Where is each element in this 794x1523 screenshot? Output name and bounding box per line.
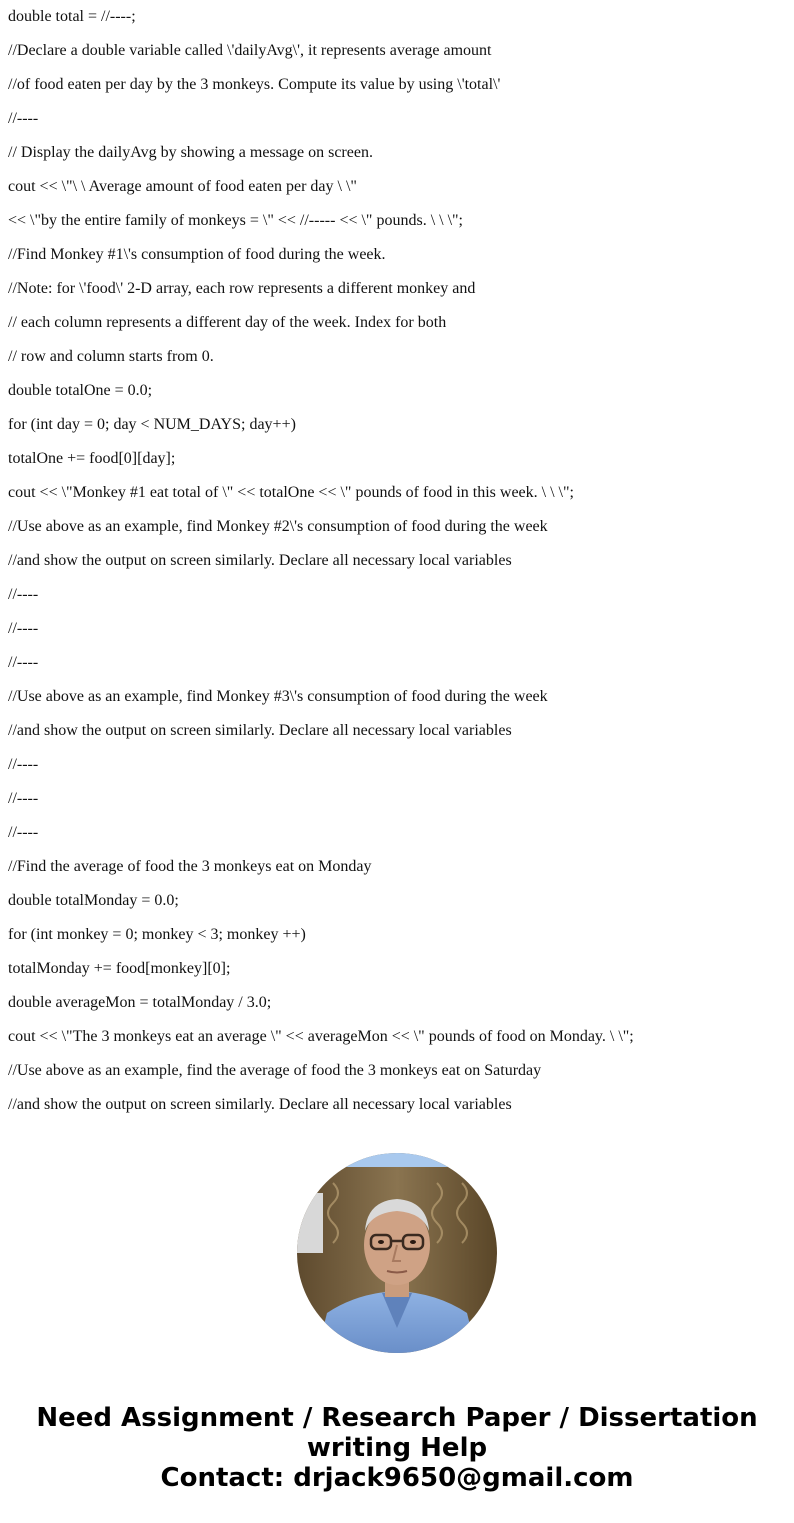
code-line: //---- (8, 790, 39, 807)
author-avatar (297, 1153, 497, 1353)
code-line: //Use above as an example, find Monkey #2\'s consumption of food during the week (8, 518, 548, 535)
code-line: // row and column starts from 0. (8, 348, 214, 365)
code-line: //Declare a double variable called \'dailyAvg\', it represents average amount (8, 42, 492, 59)
code-line: //---- (8, 654, 39, 671)
code-line: //of food eaten per day by the 3 monkeys. Compute its value by using \'total\' (8, 76, 501, 93)
code-line: double averageMon = totalMonday / 3.0; (8, 994, 272, 1011)
code-line: //and show the output on screen similarly. Declare all necessary local variables (8, 1096, 512, 1113)
code-line: totalMonday += food[monkey][0]; (8, 960, 231, 977)
code-line: // Display the dailyAvg by showing a message on screen. (8, 144, 373, 161)
code-line: // each column represents a different day of the week. Index for both (8, 314, 447, 331)
code-line: //---- (8, 620, 39, 637)
code-line: //---- (8, 586, 39, 603)
author-portrait-image (297, 1153, 497, 1353)
code-line: //---- (8, 824, 39, 841)
code-line: //Use above as an example, find the average of food the 3 monkeys eat on Saturday (8, 1062, 542, 1079)
code-line: //---- (8, 756, 39, 773)
promo-contact: Contact: drjack9650@gmail.com (160, 1463, 634, 1493)
code-listing (8, 0, 788, 1122)
code-line: double totalMonday = 0.0; (8, 892, 179, 909)
code-line: //and show the output on screen similarly. Declare all necessary local variables (8, 722, 512, 739)
promo-line-2: writing Help (306, 1433, 488, 1463)
code-line: //---- (8, 110, 39, 127)
code-line: //and show the output on screen similarly. Declare all necessary local variables (8, 552, 512, 569)
promo-line-1: Need Assignment / Research Paper / Dissertation (36, 1403, 758, 1433)
promo-banner (0, 1403, 794, 1493)
code-line: << \"by the entire family of monkeys = \" << //----- << \" pounds. \ \ \"; (8, 212, 463, 229)
code-line: cout << \"Monkey #1 eat total of \" << totalOne << \" pounds of food in this week. \ \ \"; (8, 484, 574, 501)
code-line: cout << \"The 3 monkeys eat an average \" << averageMon << \" pounds of food on Monday. \ \"; (8, 1028, 634, 1045)
code-line: double totalOne = 0.0; (8, 382, 153, 399)
code-line: double total = //----; (8, 8, 136, 25)
code-line: totalOne += food[0][day]; (8, 450, 176, 467)
code-line: //Find Monkey #1\'s consumption of food during the week. (8, 246, 386, 263)
code-line: //Note: for \'food\' 2-D array, each row represents a different monkey and (8, 280, 476, 297)
code-line: //Use above as an example, find Monkey #3\'s consumption of food during the week (8, 688, 548, 705)
code-line: for (int day = 0; day < NUM_DAYS; day++) (8, 416, 296, 433)
code-line: for (int monkey = 0; monkey < 3; monkey ++) (8, 926, 306, 943)
code-line: //Find the average of food the 3 monkeys eat on Monday (8, 858, 372, 875)
code-line: cout << \"\ \ Average amount of food eaten per day \ \" (8, 178, 357, 195)
